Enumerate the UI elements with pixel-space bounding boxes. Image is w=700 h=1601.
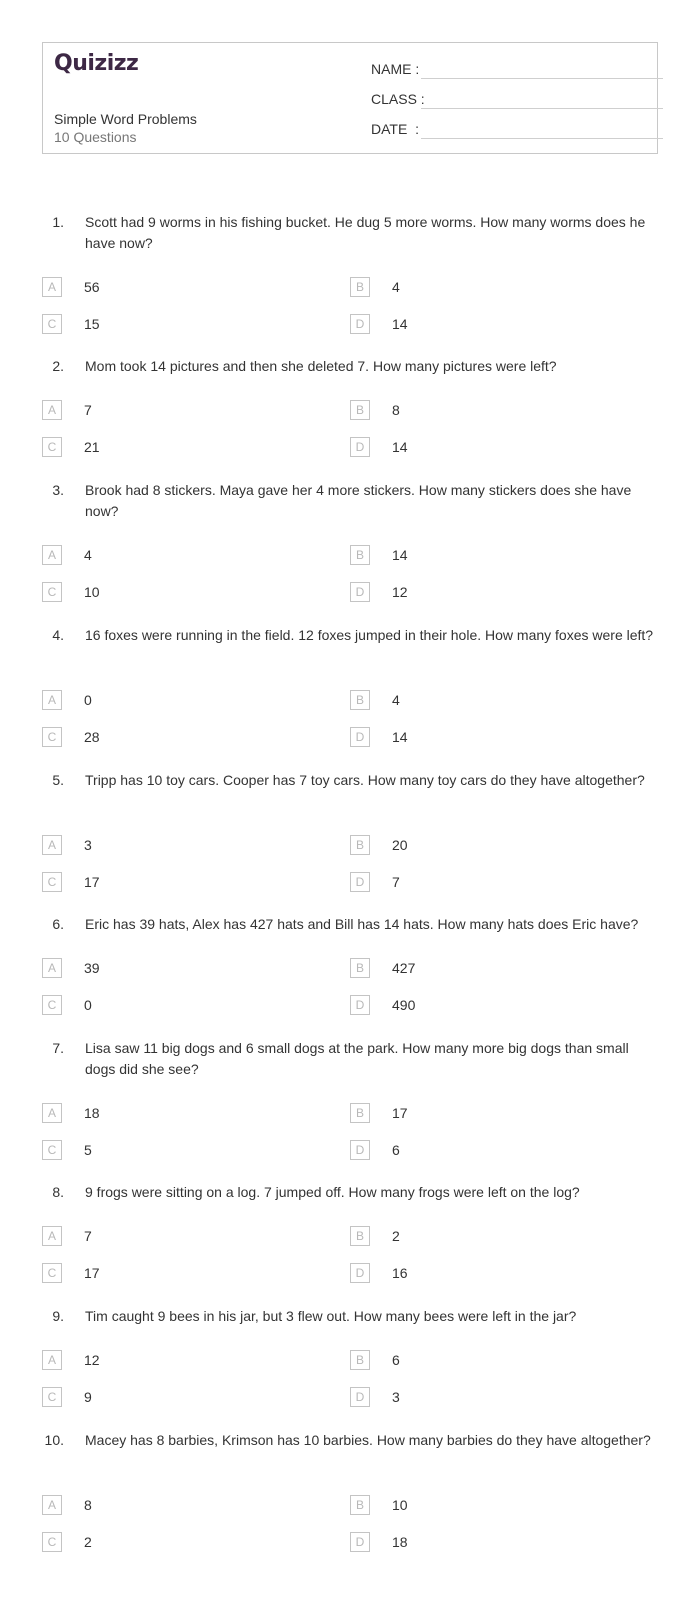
- option-text: 14: [392, 316, 408, 332]
- question-text: Scott had 9 worms in his fishing bucket. He dug 5 more worms. How many worms does he have now?: [85, 214, 646, 251]
- question-text: Eric has 39 hats, Alex has 427 hats and Bill has 14 hats. How many hats does Eric have?: [85, 916, 639, 932]
- question-number: 8.: [52, 1184, 64, 1200]
- option-text: 18: [392, 1534, 408, 1550]
- option-text: 20: [392, 837, 408, 853]
- option-letter: B: [350, 690, 370, 710]
- option-letter: D: [350, 872, 370, 892]
- option-text: 0: [84, 997, 92, 1013]
- option-letter: B: [350, 1495, 370, 1515]
- option-text: 7: [392, 874, 400, 890]
- question-text: Mom took 14 pictures and then she deleted 7. How many pictures were left?: [85, 358, 557, 374]
- date-field: [371, 121, 651, 141]
- option-letter: D: [350, 1263, 370, 1283]
- option-text: 28: [84, 729, 100, 745]
- question-number: 6.: [52, 916, 64, 932]
- option-text: 12: [392, 584, 408, 600]
- date-blank-line: [421, 138, 663, 139]
- question-number: 5.: [52, 772, 64, 788]
- option-letter: A: [42, 277, 62, 297]
- option-letter: C: [42, 437, 62, 457]
- option-letter: A: [42, 1495, 62, 1515]
- option-letter: D: [350, 582, 370, 602]
- option-letter: C: [42, 1532, 62, 1552]
- option-text: 14: [392, 729, 408, 745]
- option-text: 427: [392, 960, 416, 976]
- option-text: 18: [84, 1105, 100, 1121]
- option-text: 0: [84, 692, 92, 708]
- option-letter: B: [350, 545, 370, 565]
- question-number: 7.: [52, 1040, 64, 1056]
- option-text: 10: [84, 584, 100, 600]
- question-number: 9.: [52, 1308, 64, 1324]
- option-text: 3: [84, 837, 92, 853]
- option-letter: B: [350, 958, 370, 978]
- option-text: 6: [392, 1142, 400, 1158]
- option-text: 56: [84, 279, 100, 295]
- option-text: 9: [84, 1389, 92, 1405]
- name-field: [371, 61, 651, 81]
- option-text: 14: [392, 439, 408, 455]
- name-blank-line: [421, 78, 663, 79]
- option-text: 4: [392, 692, 400, 708]
- option-text: 2: [84, 1534, 92, 1550]
- option-letter: B: [350, 835, 370, 855]
- question-number: 1.: [52, 214, 64, 230]
- option-text: 8: [84, 1497, 92, 1513]
- option-text: 7: [84, 402, 92, 418]
- question-text: Brook had 8 stickers. Maya gave her 4 more stickers. How many stickers does she have now?: [85, 482, 632, 519]
- quizizz-logo: Quizizz: [54, 51, 139, 76]
- option-letter: C: [42, 314, 62, 334]
- option-text: 490: [392, 997, 416, 1013]
- question-text: 9 frogs were sitting on a log. 7 jumped off. How many frogs were left on the log?: [85, 1184, 580, 1200]
- option-letter: D: [350, 1387, 370, 1407]
- option-letter: C: [42, 582, 62, 602]
- option-text: 17: [84, 874, 100, 890]
- option-text: 4: [84, 547, 92, 563]
- option-text: 17: [392, 1105, 408, 1121]
- option-letter: B: [350, 277, 370, 297]
- question-number: 10.: [44, 1432, 64, 1448]
- question-count: 10 Questions: [54, 129, 137, 145]
- option-text: 16: [392, 1265, 408, 1281]
- option-letter: D: [350, 314, 370, 334]
- option-letter: A: [42, 400, 62, 420]
- question-text: Macey has 8 barbies, Krimson has 10 barbies. How many barbies do they have altogether?: [85, 1432, 651, 1448]
- option-text: 8: [392, 402, 400, 418]
- option-letter: C: [42, 727, 62, 747]
- option-letter: D: [350, 1532, 370, 1552]
- option-letter: B: [350, 1226, 370, 1246]
- option-letter: D: [350, 727, 370, 747]
- option-letter: C: [42, 995, 62, 1015]
- question-text: Tim caught 9 bees in his jar, but 3 flew out. How many bees were left in the jar?: [85, 1308, 577, 1324]
- option-text: 14: [392, 547, 408, 563]
- option-letter: C: [42, 872, 62, 892]
- option-letter: B: [350, 1103, 370, 1123]
- option-letter: A: [42, 545, 62, 565]
- name-label: NAME :: [371, 61, 420, 77]
- class-blank-line: [421, 108, 663, 109]
- option-text: 4: [392, 279, 400, 295]
- question-number: 3.: [52, 482, 64, 498]
- option-letter: A: [42, 835, 62, 855]
- option-text: 10: [392, 1497, 408, 1513]
- option-letter: A: [42, 1226, 62, 1246]
- option-letter: A: [42, 1350, 62, 1370]
- option-text: 12: [84, 1352, 100, 1368]
- question-text: Tripp has 10 toy cars. Cooper has 7 toy cars. How many toy cars do they have altogether?: [85, 772, 645, 788]
- option-letter: D: [350, 995, 370, 1015]
- option-letter: C: [42, 1263, 62, 1283]
- option-letter: B: [350, 400, 370, 420]
- worksheet-header: [42, 42, 658, 154]
- option-letter: D: [350, 437, 370, 457]
- option-text: 21: [84, 439, 100, 455]
- date-label: DATE :: [371, 121, 419, 137]
- option-letter: A: [42, 690, 62, 710]
- option-text: 17: [84, 1265, 100, 1281]
- option-letter: A: [42, 958, 62, 978]
- option-text: 39: [84, 960, 100, 976]
- option-letter: A: [42, 1103, 62, 1123]
- class-label: CLASS :: [371, 91, 425, 107]
- option-text: 3: [392, 1389, 400, 1405]
- question-text: Lisa saw 11 big dogs and 6 small dogs at the park. How many more big dogs than small dogs did she see?: [85, 1040, 629, 1077]
- option-letter: C: [42, 1140, 62, 1160]
- option-letter: C: [42, 1387, 62, 1407]
- option-letter: D: [350, 1140, 370, 1160]
- option-letter: B: [350, 1350, 370, 1370]
- question-text: 16 foxes were running in the field. 12 foxes jumped in their hole. How many foxes were left?: [85, 627, 654, 643]
- option-text: 2: [392, 1228, 400, 1244]
- class-field: [371, 91, 651, 111]
- option-text: 15: [84, 316, 100, 332]
- option-text: 5: [84, 1142, 92, 1158]
- question-number: 2.: [52, 358, 64, 374]
- option-text: 7: [84, 1228, 92, 1244]
- option-text: 6: [392, 1352, 400, 1368]
- worksheet-title: Simple Word Problems: [54, 111, 197, 127]
- question-number: 4.: [52, 627, 64, 643]
